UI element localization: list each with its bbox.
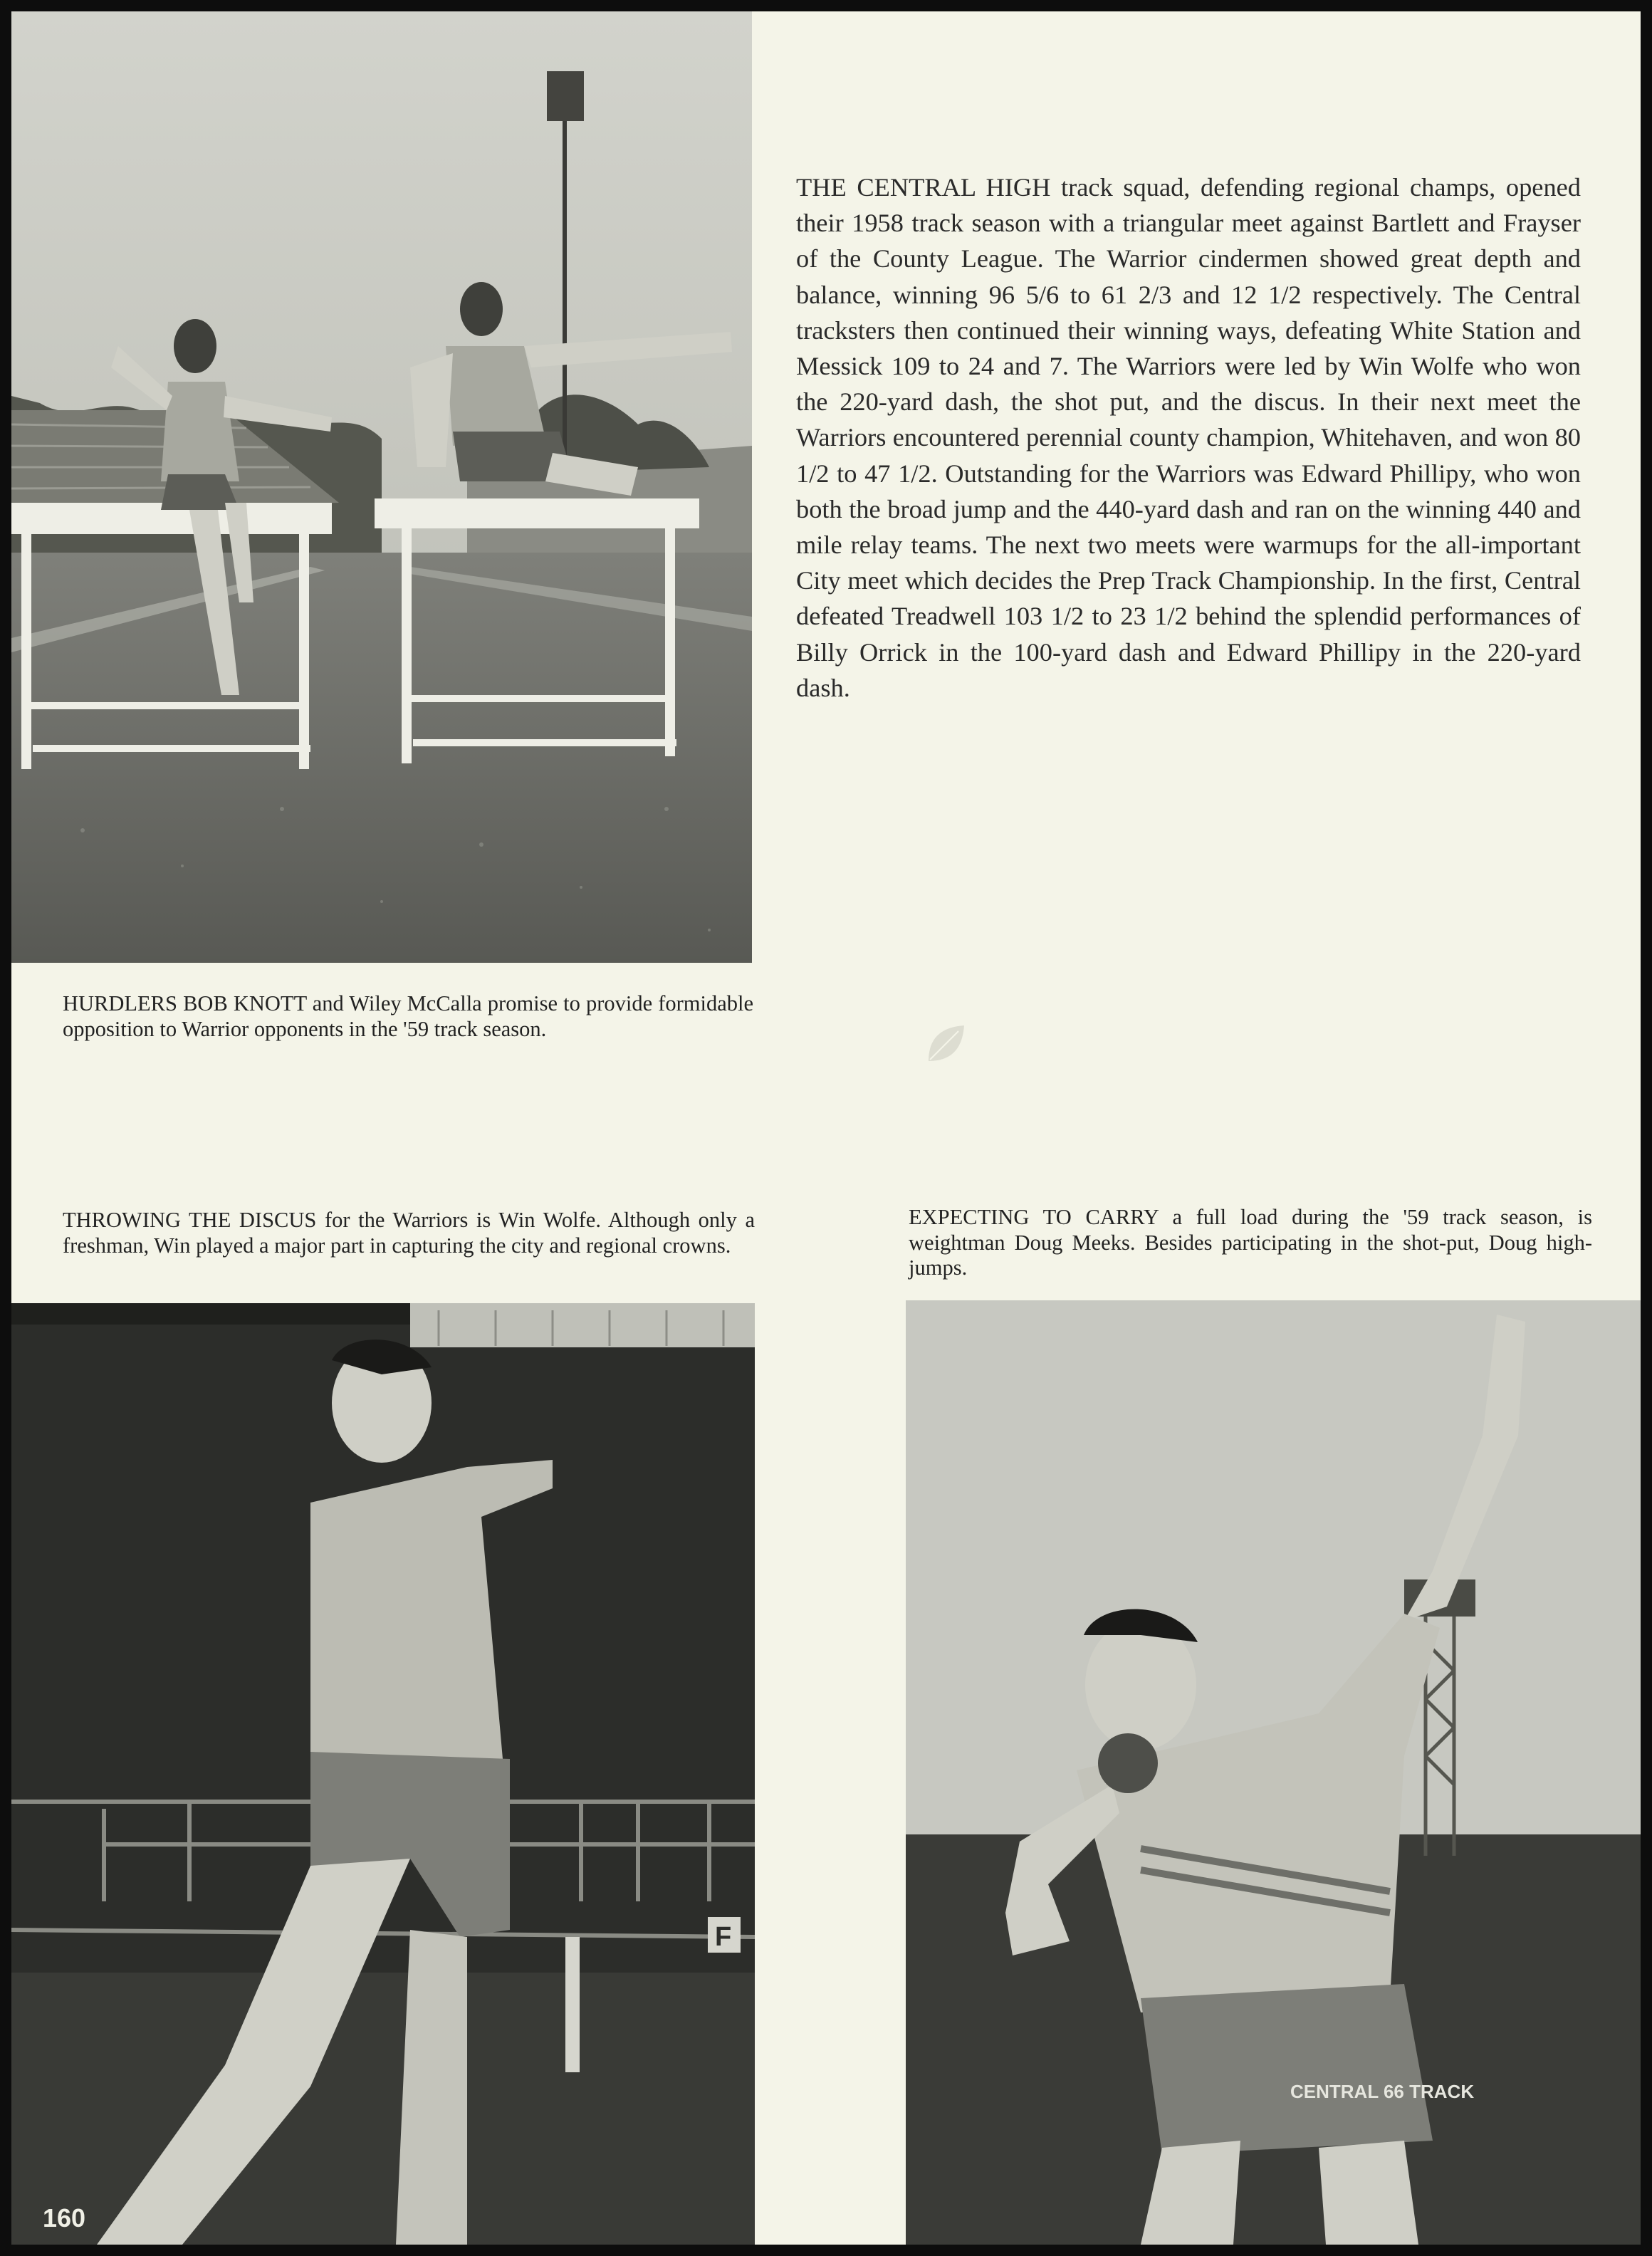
page-number: 160 xyxy=(43,2203,86,2232)
leaf-icon xyxy=(923,1021,968,1067)
shotput-caption: EXPECTING TO CARRY a full load during the '59 track season, is weightman Doug Meeks. Besides participating in the shot-put, Doug high-jumps. xyxy=(909,1205,1592,1280)
sign-letter: F xyxy=(715,1922,732,1952)
discus-photo xyxy=(11,1303,755,2245)
shotput-photo xyxy=(906,1300,1641,2245)
hurdlers-photo xyxy=(11,11,752,963)
discus-caption: THROWING THE DISCUS for the Warriors is Win Wolfe. Although only a freshman, Win played a major part in capturing the city and regional crowns. xyxy=(63,1208,755,1258)
article-body: THE CENTRAL HIGH track squad, defending regional champs, opened their 1958 track season with a triangular meet against Bartlett and Frayser of the County League. The Warrior cindermen showed great depth and balance, winning 96 5/6 to 61 2/3 and 12 1/2 respectively. The Central tracksters then continued their winning ways, defeating White Station and Messick 109 to 24 and 7. The Warriors were led by Win Wolfe who won the 220-yard dash, the shot put, and the discus. In their next meet the Warriors encountered perennial county champion, Whitehaven, and won 80 1/2 to 47 1/2. Outstanding for the Warriors was Edward Phillipy, who won both the broad jump and the 440-yard dash and ran on the winning 440 and mile relay teams. The next two meets were warmups for the all-important City meet which decides the Prep Track Championship. In the first, Central defeated Treadwell 103 1/2 to 23 1/2 behind the splendid performances of Billy Orrick in the 100-yard dash and Edward Phillipy in the 220-yard dash. xyxy=(796,173,1581,702)
hurdlers-caption: HURDLERS BOB KNOTT and Wiley McCalla promise to provide formidable opposition to Warrior opponents in the '59 track season. xyxy=(63,991,753,1041)
shorts-print: CENTRAL 66 TRACK xyxy=(1290,2081,1475,2102)
yearbook-page xyxy=(11,11,1641,2245)
